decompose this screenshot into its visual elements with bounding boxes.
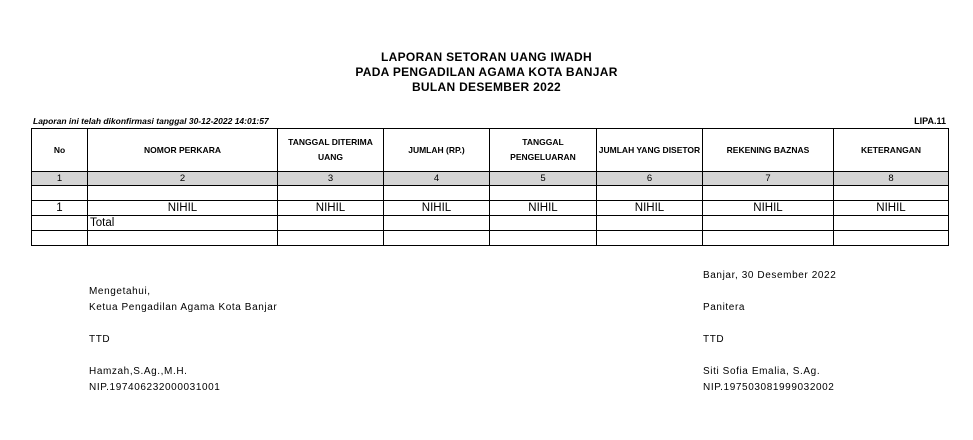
cell-date-disbursed: NIHIL — [490, 201, 597, 216]
total-label: Total — [88, 216, 278, 231]
cell-amount-deposited: NIHIL — [597, 201, 703, 216]
left-acknowledged: Mengetahui, — [89, 286, 151, 297]
cell-date-received: NIHIL — [278, 201, 384, 216]
column-number: 5 — [490, 172, 597, 186]
cell-case-number: NIHIL — [88, 201, 278, 216]
cell-baznas-account: NIHIL — [703, 201, 834, 216]
left-nip: NIP.197406232000031001 — [89, 382, 221, 393]
table-row — [32, 201, 949, 216]
right-name: Siti Sofia Emalia, S.Ag. — [703, 366, 821, 377]
column-number: 7 — [703, 172, 834, 186]
right-role: Panitera — [703, 302, 746, 313]
col-header-no: No — [32, 129, 88, 172]
report-code: LIPA.11 — [914, 116, 946, 126]
empty-row — [32, 231, 949, 246]
left-name: Hamzah,S.Ag.,M.H. — [89, 366, 188, 377]
right-ttd: TTD — [703, 334, 725, 345]
column-number: 6 — [597, 172, 703, 186]
cell-remarks: NIHIL — [834, 201, 949, 216]
left-ttd: TTD — [89, 334, 111, 345]
col-header-case-number: NOMOR PERKARA — [88, 129, 278, 172]
column-number: 2 — [88, 172, 278, 186]
left-role: Ketua Pengadilan Agama Kota Banjar — [89, 302, 278, 313]
cell-amount: NIHIL — [384, 201, 490, 216]
col-header-amount-deposited: JUMLAH YANG DISETOR — [597, 129, 703, 172]
title-line-1: LAPORAN SETORAN UANG IWADH — [381, 50, 592, 64]
col-header-baznas-account: REKENING BAZNAS — [703, 129, 834, 172]
column-number-row — [32, 172, 949, 186]
col-header-amount: JUMLAH (RP.) — [384, 129, 490, 172]
col-header-date-disbursed: TANGGAL PENGELUARAN — [490, 129, 597, 172]
report-title — [0, 50, 973, 95]
blank-row — [32, 186, 949, 201]
column-number: 3 — [278, 172, 384, 186]
confirmation-note: Laporan ini telah dikonfirmasi tanggal 30-12-2022 14:01:57 — [33, 116, 269, 126]
col-header-date-received: TANGGAL DITERIMA UANG — [278, 129, 384, 172]
column-number: 1 — [32, 172, 88, 186]
title-line-2: PADA PENGADILAN AGAMA KOTA BANJAR — [355, 65, 618, 79]
report-table — [31, 128, 949, 246]
col-header-remarks: KETERANGAN — [834, 129, 949, 172]
column-number: 4 — [384, 172, 490, 186]
title-line-3: BULAN DESEMBER 2022 — [411, 80, 562, 94]
total-row — [32, 216, 949, 231]
right-nip: NIP.197503081999032002 — [703, 382, 835, 393]
right-place-date: Banjar, 30 Desember 2022 — [703, 270, 837, 281]
cell-no: 1 — [32, 201, 88, 216]
column-number: 8 — [834, 172, 949, 186]
table-header-row — [32, 129, 949, 172]
